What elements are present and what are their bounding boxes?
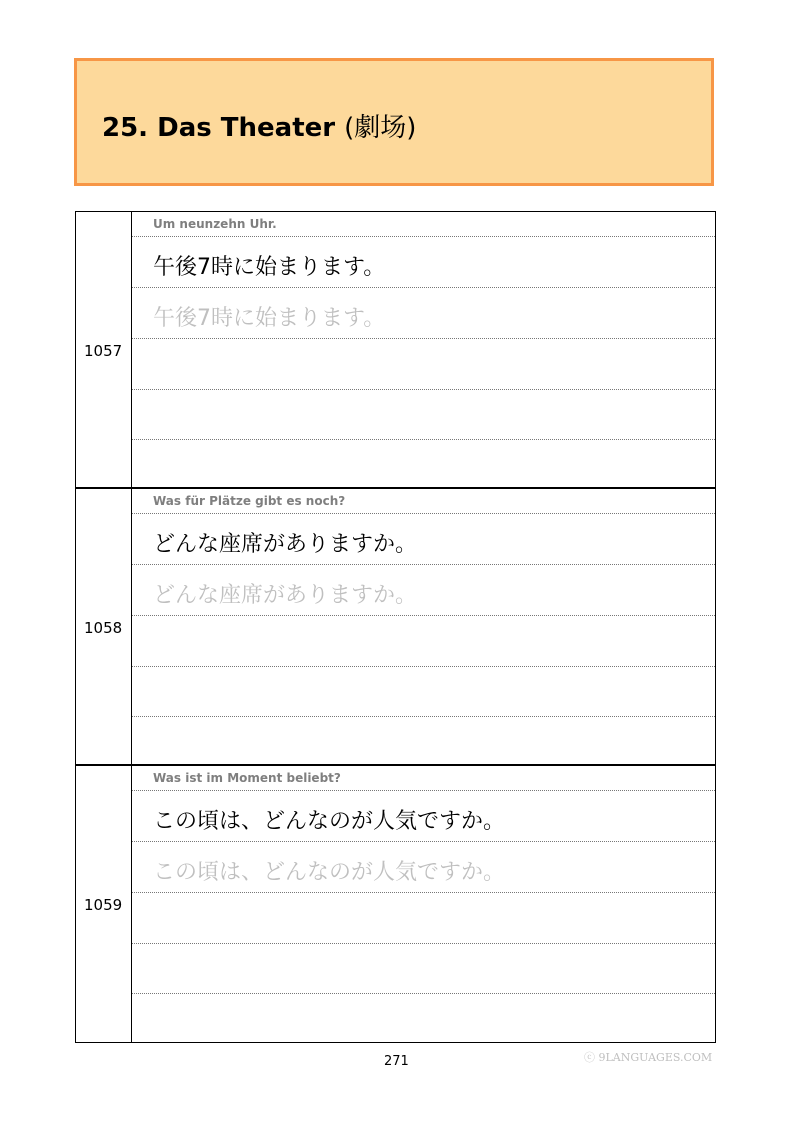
lesson-title-chinese: (劇场) — [344, 113, 417, 143]
writing-line — [132, 389, 715, 440]
exercise-block — [75, 488, 716, 765]
exercise-number: 1058 — [84, 619, 123, 637]
writing-line — [132, 439, 715, 489]
writing-line — [132, 716, 715, 766]
exercise-block — [75, 765, 716, 1043]
writing-area — [132, 212, 715, 487]
trace-sentence: どんな座席がありますか。 — [153, 583, 418, 608]
number-column — [76, 489, 132, 764]
sentence-row — [132, 514, 715, 565]
lesson-header — [74, 58, 714, 186]
exercise-number: 1059 — [84, 896, 123, 914]
german-sentence: Was für Plätze gibt es noch? — [153, 494, 346, 508]
writing-line — [132, 616, 715, 667]
lesson-title — [102, 107, 416, 144]
exercise-block — [75, 211, 716, 488]
exercise-number: 1057 — [84, 342, 123, 360]
writing-line — [132, 893, 715, 944]
writing-area — [132, 766, 715, 1042]
page-number: 271 — [384, 1054, 409, 1069]
trace-row — [132, 288, 715, 339]
writing-line — [132, 666, 715, 717]
japanese-sentence: この頃は、どんなのが人気ですか。 — [153, 809, 506, 834]
german-sentence: Was ist im Moment beliebt? — [153, 771, 341, 785]
hint-row — [132, 212, 715, 237]
hint-row — [132, 766, 715, 791]
sentence-row — [132, 237, 715, 288]
writing-line — [132, 993, 715, 1043]
number-column — [76, 212, 132, 487]
japanese-sentence: どんな座席がありますか。 — [153, 532, 418, 557]
sentence-row — [132, 791, 715, 842]
writing-line — [132, 339, 715, 390]
copyright-notice: ⓒ 9LANGUAGES.COM — [584, 1051, 713, 1064]
number-column — [76, 766, 132, 1042]
writing-area — [132, 489, 715, 764]
lesson-title-main: 25. Das Theater — [102, 113, 345, 143]
writing-line — [132, 943, 715, 994]
trace-sentence: 午後7時に始まります。 — [153, 306, 386, 331]
trace-row — [132, 565, 715, 616]
hint-row — [132, 489, 715, 514]
japanese-sentence: 午後7時に始まります。 — [153, 255, 386, 280]
german-sentence: Um neunzehn Uhr. — [153, 217, 277, 231]
trace-row — [132, 842, 715, 893]
trace-sentence: この頃は、どんなのが人気ですか。 — [153, 860, 506, 885]
